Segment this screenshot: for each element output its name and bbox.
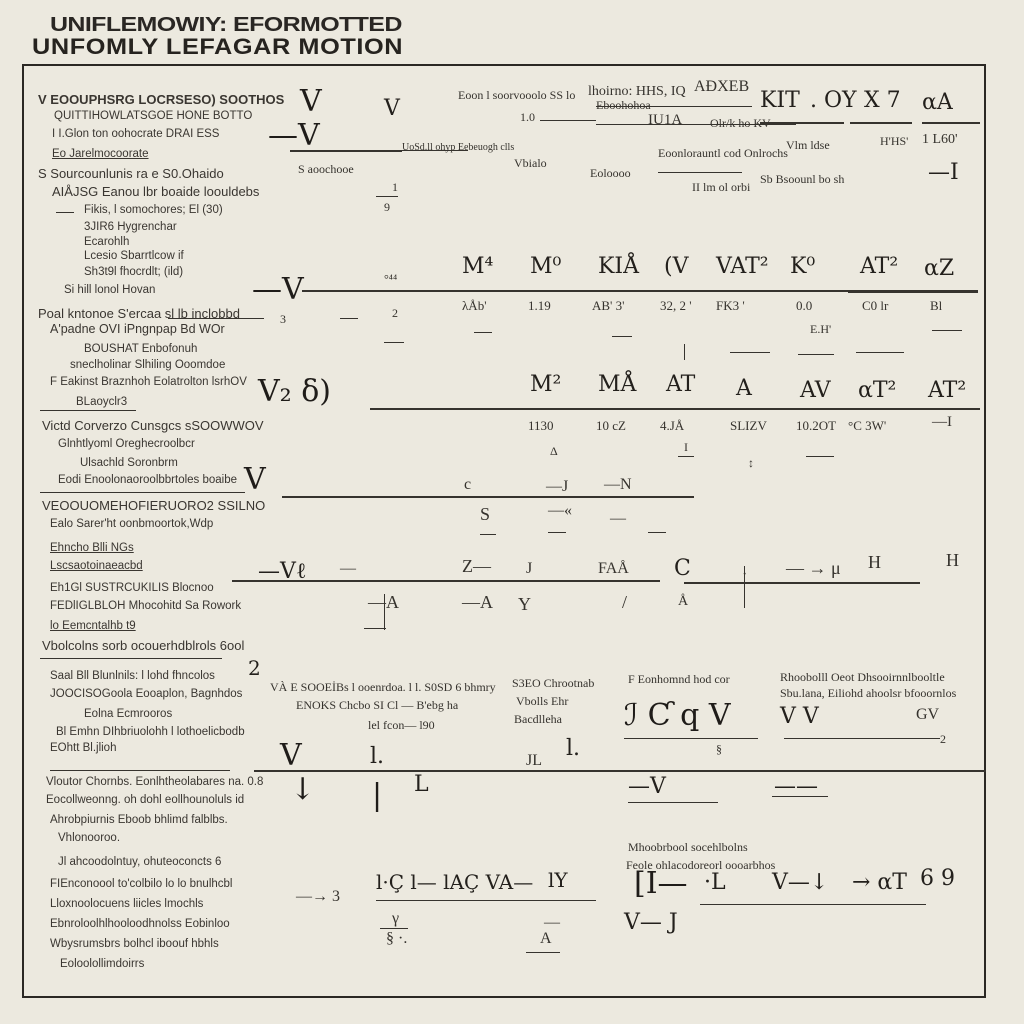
equation-label: Rhoobolll Oeot Dhsooirnnlbooltle [780, 670, 945, 684]
equation-term: V V [780, 704, 819, 729]
sidebar-line: lo Eemcntalhb t9 [50, 620, 136, 632]
equation-value: 10.2OT [796, 418, 837, 433]
sidebar-line: VEOOUOMEHOFIERUORO2 SSILNO [42, 498, 266, 513]
sidebar-line: FIEnconoool to'colbilo lo lo bnulhcbl [50, 878, 233, 890]
equation-term: · [742, 566, 748, 583]
sidebar-line: Wbysrumsbrs bolhcl iboouf hbhls [50, 938, 219, 950]
equation-term: AT² [928, 378, 967, 403]
equation-label: Feole ohlacodoreorl oooarbhos [626, 858, 776, 872]
fraction-line [526, 952, 560, 953]
sidebar-line: Jl ahcoodolntuy, ohuteoconcts 6 [58, 856, 222, 868]
dash-mark [856, 352, 904, 353]
page-title: UNFOMLY LEFAGAR MOTION [32, 34, 404, 59]
sidebar-line: 3JIR6 Hygrenchar [84, 221, 177, 233]
velocity-symbol: V [300, 84, 322, 119]
sidebar-line: Ulsachld Soronbrm [80, 457, 178, 469]
equation-term: C [674, 556, 691, 581]
sidebar-line: Eodi Enoolonaoroolbbrtoles boaibe [58, 474, 238, 486]
equation-value: 32, 2 ' [660, 298, 692, 313]
sidebar-line: Eoloolollimdoirrs [60, 958, 145, 970]
equation-term: l. [566, 736, 581, 761]
fraction-line [922, 122, 980, 124]
equation-value: 1.19 [528, 298, 551, 313]
equation-term: ↓ [290, 772, 316, 807]
sidebar-line: Victd Corverzo Cunsgcs sSOOWWOV [42, 418, 264, 433]
sidebar-line: Vloutor Chornbs. Eonlhtheolabares na. 0.8 [46, 776, 264, 788]
sidebar-line: Eocollweonng. oh dohl eollhounoluls id [46, 794, 245, 806]
dash-mark [932, 330, 962, 331]
equation-label: E.H' [810, 322, 832, 336]
equation-label: 9 [384, 200, 390, 214]
equation-term: l. [370, 744, 385, 769]
equation-label: S3EO Chrootnab [512, 676, 595, 690]
header-line-1: UNIFLEMOWIY: EFORMOTTED [50, 14, 402, 36]
sidebar-line: Ecarohlh [84, 236, 130, 248]
sidebar-line: Lloxnoolocuens liicles lmochls [50, 898, 204, 910]
sidebar-line: Eo Jarelmocoorate [52, 148, 149, 160]
dash-mark [548, 532, 566, 533]
equation-term: → αT [852, 870, 907, 895]
fraction-line [848, 292, 978, 293]
sidebar-line: QUITTIHOWLATSGOE HONE BOTTO [54, 110, 253, 122]
equation-term: H [946, 550, 959, 570]
equation-term: αZ [924, 256, 955, 281]
equation-value: FK3 ' [716, 298, 745, 313]
equation-term: — → μ [786, 558, 841, 578]
equation-label: Eboohohoa [596, 98, 651, 112]
equation-value: °C 3W' [848, 418, 887, 433]
equation-label: Bacdlleha [514, 712, 562, 726]
equation-label: VÀ E SOOEİBs l ooenrdoa. l l. S0SD 6 bhmry [270, 680, 496, 694]
velocity-symbol: V₂ δ) [258, 374, 331, 409]
equation-term: V—↓ [772, 870, 829, 895]
sidebar-rule [40, 410, 136, 411]
equation-value: 10 cZ [596, 418, 626, 433]
fraction-line [596, 106, 752, 107]
dash-mark [474, 332, 492, 333]
equation-term: M² [530, 372, 562, 397]
equation-label: Vlm ldse [786, 138, 830, 152]
sidebar-line: BLaoyclr3 [76, 396, 128, 408]
sidebar-line: Saal Bll Blunlnils: l lohd fhncolos [50, 670, 215, 682]
sidebar-line: JOOCISOGoola Eooaplon, Bagnhdos [50, 688, 243, 700]
velocity-symbol: —V [268, 118, 320, 153]
equation-term: J [526, 560, 533, 577]
sidebar-line: A'padne OVI iPngnpap Bd WOr [50, 322, 225, 336]
equation-value: —I [932, 414, 952, 430]
equation-term: GV [916, 706, 940, 723]
equation-value: C0 lr [862, 298, 889, 313]
sidebar-line: Poal kntonoe S'ercaa sl lb inclobbd [38, 306, 240, 321]
equation-label: ENOKS Chcbo SI Cl — B'ebg ha [296, 698, 459, 712]
tick-mark [684, 344, 685, 360]
velocity-symbol: V [244, 462, 266, 497]
equation-label: H'HS' [880, 134, 909, 148]
sidebar-line: Bl Emhn DIhbriuolohh l lothoelicbodb [56, 726, 245, 738]
equation-value: 4.JÅ [660, 418, 685, 433]
equation-label: °⁴⁴ [384, 272, 398, 286]
sidebar-line: Sh3t9l fhocrdlt; (ild) [84, 266, 184, 278]
equation-label: lel fcon— l90 [368, 718, 435, 732]
equation-value: 1130 [528, 418, 554, 433]
equation-label: F Eonhomnd hod cor [628, 672, 730, 686]
equation-label: § [716, 742, 722, 756]
equation-label: 3 [280, 312, 286, 326]
main-axis-line [254, 770, 986, 772]
sidebar-rule [168, 318, 264, 319]
equation-term: A [736, 376, 752, 401]
fraction-line [290, 150, 402, 152]
equation-term: M⁰ [530, 254, 562, 279]
equation-term: JL [526, 752, 542, 769]
sidebar-line: sneclholinar Slhiling Ooomdoe [70, 359, 226, 371]
fraction-line [760, 122, 844, 124]
equation-label: Δ [550, 444, 558, 458]
dash-mark [364, 628, 386, 629]
equation-term: —N [604, 476, 632, 493]
equation-term: AV [800, 378, 831, 403]
dash-mark [798, 354, 834, 355]
equation-term: VAT² [716, 254, 769, 279]
sidebar-line: Lcesio Sbarrtlcow if [84, 250, 184, 262]
sidebar-line: FEDlIGLBLOH Mhocohitd Sa Rowork [50, 600, 242, 612]
sidebar-line: F Eakinst Braznhoh Eolatrolton lsrhOV [50, 376, 247, 388]
sidebar-line: Eh1Gl SUSTRCUKILIS Blocnoo [50, 582, 214, 594]
equation-term: αA [922, 90, 953, 115]
equation-label: Sbu.lana, Eiliohd ahoolsr bfooornlos [780, 686, 957, 700]
dash-mark [678, 456, 694, 457]
velocity-symbol: V [280, 738, 302, 773]
sidebar-line: Lscsaotoinaeacbd [50, 560, 143, 572]
equation-value: Bl [930, 298, 943, 313]
equation-term: | [372, 778, 383, 813]
equation-label: UoSd.ll ohyp Eebeuogh clls [402, 142, 515, 153]
equation-term: AT² [860, 254, 899, 279]
fraction-line [376, 196, 398, 197]
equation-label: 2 [940, 732, 946, 746]
equation-term: KIÅ [598, 254, 640, 279]
equation-term: S [480, 504, 491, 524]
fraction-line [772, 796, 828, 797]
equation-label: Vbolls Ehr [516, 694, 569, 708]
equation-label: Eoonlorauntl cod Onlrochs [658, 146, 788, 160]
equation-label: I [684, 440, 688, 454]
equation-term: — [544, 914, 560, 931]
main-axis-line [282, 496, 694, 498]
tick-mark [384, 594, 385, 630]
sidebar-dash [56, 212, 74, 213]
sidebar-line: Eolna Ecmrooros [84, 708, 173, 720]
equation-term: —V [628, 774, 666, 799]
equation-value: λÅb' [462, 298, 487, 313]
fraction-line [376, 900, 596, 901]
equation-term: αT² [858, 378, 897, 403]
equation-label: IU1A [648, 112, 683, 128]
fraction-line [540, 120, 596, 121]
equation-term: M⁴ [462, 254, 494, 279]
sidebar-line: Ehncho Blli NGs [50, 542, 134, 554]
main-axis-line [370, 408, 980, 410]
fraction-line [700, 904, 926, 905]
equation-term: ·L [704, 870, 726, 895]
equation-label: Eoon l soorvooolo SS lo [458, 88, 576, 102]
equation-term: [I— [634, 866, 688, 901]
fraction-line [624, 738, 758, 739]
equation-term: Z— [462, 556, 491, 576]
equation-label: AÐXEB [694, 78, 750, 95]
equation-term: (V [664, 254, 689, 279]
equation-label: 1 L60' [922, 132, 958, 147]
equation-label: II lm ol orbi [692, 180, 751, 194]
equation-term: V— J [624, 910, 678, 935]
equation-term: MÅ [598, 372, 637, 397]
equation-term: —« [548, 502, 572, 519]
equation-term: / [622, 592, 628, 612]
fraction-line [850, 122, 912, 124]
equation-term: KIT [760, 88, 800, 113]
equation-label: 1 [392, 180, 398, 194]
sidebar-rule [40, 658, 222, 659]
equation-term: γ [392, 910, 400, 927]
equation-term: lY [548, 868, 568, 892]
equation-term: Y [518, 594, 531, 614]
equation-term: ℐ Ƈ q V [624, 698, 731, 733]
fraction-line [380, 928, 408, 929]
velocity-symbol: V [384, 96, 400, 121]
section-number: 2 [248, 656, 261, 680]
dash-mark [384, 342, 404, 343]
equation-term: —A [368, 592, 399, 612]
equation-label: 2 [392, 306, 398, 320]
dash-mark [806, 456, 834, 457]
sidebar-line: EOhtt Bl.jlioh [50, 742, 117, 754]
equation-term: —— [774, 774, 818, 799]
sidebar-line: Ahrobpiurnis Eboob bhlimd falblbs. [50, 814, 228, 826]
sidebar-rule [40, 492, 245, 493]
equation-value: SLIZV [730, 418, 767, 433]
equation-term: A [540, 930, 552, 947]
equation-value: 0.0 [796, 298, 813, 313]
equation-label: lhoirno: HHS, IQ [588, 84, 686, 99]
equation-label: Vbialo [514, 156, 547, 170]
equation-value: AB' 3' [592, 298, 625, 313]
equation-term: . OY [810, 88, 857, 113]
sidebar-line: Vhlonooroo. [58, 832, 121, 844]
fraction-line [628, 802, 718, 803]
equation-term: 6 9 [920, 866, 955, 891]
equation-term: K⁰ [790, 254, 816, 279]
equation-term: — [610, 510, 626, 527]
sidebar-rule [50, 770, 230, 771]
dash-mark [340, 318, 358, 319]
equation-label: Sb Bsoounl bo sh [760, 172, 845, 186]
equation-term: X 7 [864, 88, 901, 113]
main-axis-line [684, 582, 920, 584]
sidebar-line: BOUSHAT Enbofonuh [84, 343, 198, 355]
equation-label: Mhoobrbool socehlbolns [628, 840, 748, 854]
dash-mark [648, 532, 666, 533]
equation-term: FAÅ [598, 560, 629, 577]
velocity-symbol: —V [252, 272, 304, 307]
sidebar-line: I I.Glon ton oohocrate DRAI ESS [52, 128, 220, 140]
sidebar-line: Ealo Sarer'ht oonbmoortok,Wdp [50, 518, 214, 530]
velocity-symbol: —Vℓ [258, 559, 307, 584]
equation-term: c [464, 476, 472, 493]
fraction-line [784, 738, 940, 739]
dash-mark [730, 352, 770, 353]
fraction-line [658, 172, 742, 173]
equation-term: —A [462, 592, 493, 612]
equation-label: ↕ [748, 456, 754, 470]
sidebar-line: V EOOUPHSRG LOCRSESO) SOOTHOS [38, 92, 285, 107]
equation-term: § ·. [386, 930, 408, 947]
equation-term: — [340, 560, 356, 577]
equation-term: H [868, 552, 881, 572]
equation-term: —I [928, 160, 959, 185]
tick-mark [742, 566, 748, 608]
equation-label: Olr/k ho KV [710, 116, 771, 130]
sidebar-line: Ebnroloolhlhooloodhnolss Eobinloo [50, 918, 230, 930]
equation-term: l·Ç l— lAÇ VA— [376, 870, 534, 894]
dash-mark [612, 336, 632, 337]
sidebar-line: Fikis, l somochores; El (30) [84, 204, 223, 216]
sidebar-line: Glnhtlyoml Oreghecroolbcr [58, 438, 195, 450]
sidebar-line: S Sourcounlunis ra e S0.Ohaido [38, 166, 224, 181]
dash-mark [480, 534, 496, 535]
equation-term: AT [666, 372, 696, 397]
equation-term: —J [546, 478, 569, 495]
sidebar-line: AIÅJSG Eanou lbr boaide loouldebs [52, 184, 260, 199]
equation-term: Å [678, 594, 689, 609]
equation-term: L [414, 772, 429, 797]
equation-label: S aoochooe [298, 162, 354, 176]
equation-label: 1.0 [520, 110, 535, 124]
equation-label: Eoloooo [590, 166, 631, 180]
sidebar-line: Si hill lonol Hovan [64, 284, 156, 296]
main-axis-line [232, 580, 660, 582]
equation-term: —→ 3 [296, 888, 340, 905]
fraction-line [596, 124, 796, 125]
sidebar-line: Vbolcolns sorb ocouerhdblrols 6ool [42, 638, 245, 653]
